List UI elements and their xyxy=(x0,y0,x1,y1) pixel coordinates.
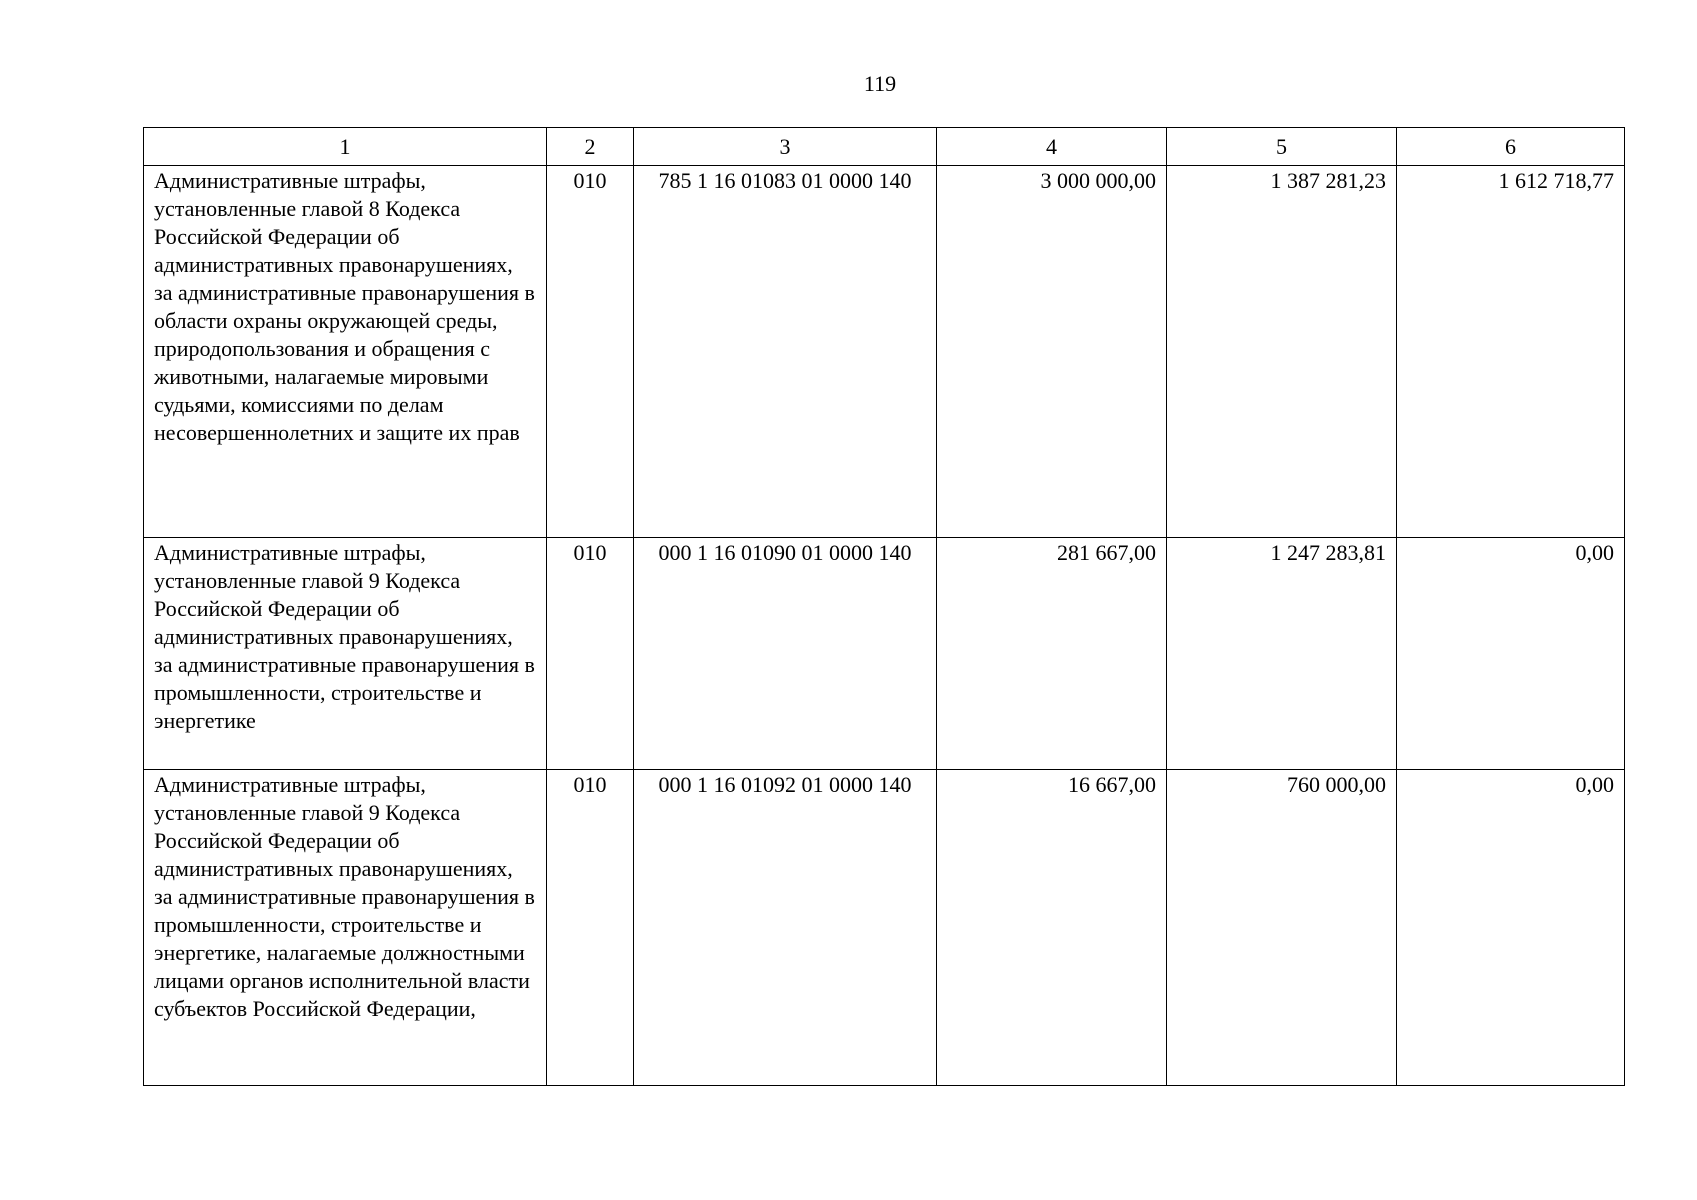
column-header-2: 2 xyxy=(547,128,634,166)
row-budget-code: 785 1 16 01083 01 0000 140 xyxy=(634,166,937,538)
row-value-5: 1 247 283,81 xyxy=(1167,538,1397,770)
row-budget-code: 000 1 16 01090 01 0000 140 xyxy=(634,538,937,770)
row-value-4: 3 000 000,00 xyxy=(937,166,1167,538)
row-value-6: 1 612 718,77 xyxy=(1397,166,1625,538)
header-row xyxy=(144,128,1625,166)
table-row xyxy=(144,770,1625,1086)
page-number: 119 xyxy=(863,71,897,96)
row-value-5: 760 000,00 xyxy=(1167,770,1397,1086)
row-value-6: 0,00 xyxy=(1397,538,1625,770)
row-line-code: 010 xyxy=(547,770,634,1086)
column-header-5: 5 xyxy=(1167,128,1397,166)
row-name: Административные штрафы, установленные главой 9 Кодекса Российской Федерации об административных правонарушениях, за административные правонарушения в промышленности, строительстве и энергетике, налагаемые должностными лицами органов исполнительной власти субъектов Российской Федерации, xyxy=(144,770,547,1086)
row-line-code: 010 xyxy=(547,538,634,770)
revenue-table xyxy=(143,127,1625,1086)
row-value-4: 16 667,00 xyxy=(937,770,1167,1086)
column-header-3: 3 xyxy=(634,128,937,166)
column-header-1: 1 xyxy=(144,128,547,166)
row-value-4: 281 667,00 xyxy=(937,538,1167,770)
row-value-6: 0,00 xyxy=(1397,770,1625,1086)
column-header-6: 6 xyxy=(1397,128,1625,166)
row-value-5: 1 387 281,23 xyxy=(1167,166,1397,538)
table-row xyxy=(144,166,1625,538)
row-name: Административные штрафы, установленные главой 9 Кодекса Российской Федерации об административных правонарушениях, за административные правонарушения в промышленности, строительстве и энергетике xyxy=(144,538,547,770)
column-header-4: 4 xyxy=(937,128,1167,166)
row-name: Административные штрафы, установленные главой 8 Кодекса Российской Федерации об административных правонарушениях, за административные правонарушения в области охраны окружающей среды, природопользования и обращения с животными, налагаемые мировыми судьями, комиссиями по делам несовершеннолетних и защите их прав xyxy=(144,166,547,538)
row-line-code: 010 xyxy=(547,166,634,538)
table-row xyxy=(144,538,1625,770)
row-budget-code: 000 1 16 01092 01 0000 140 xyxy=(634,770,937,1086)
